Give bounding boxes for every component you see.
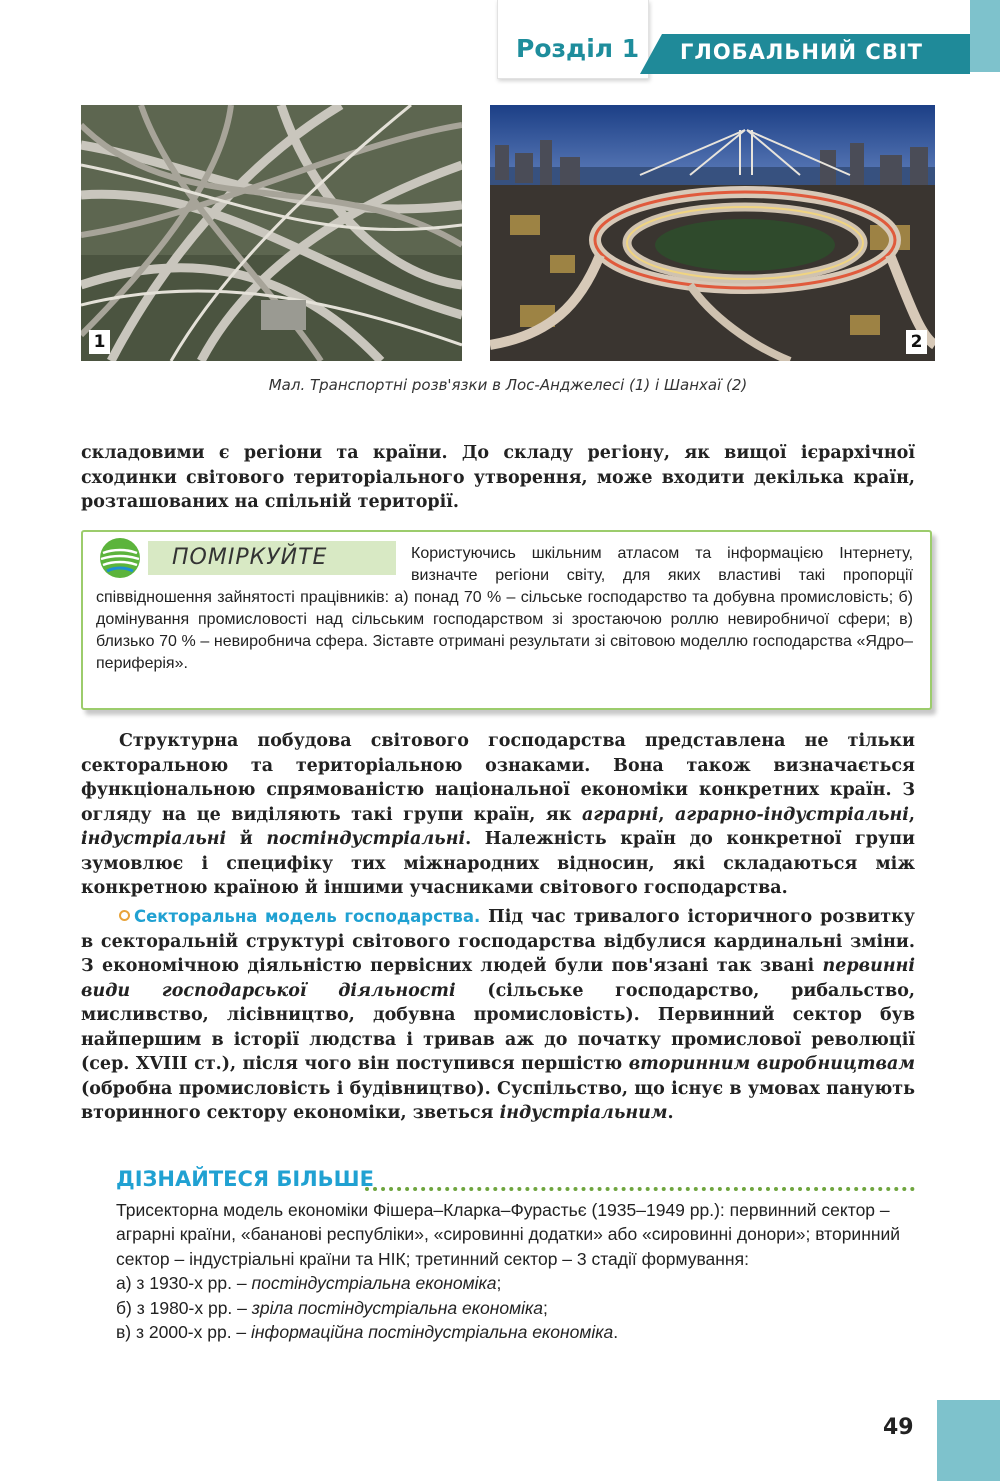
item-suffix: ; bbox=[542, 1297, 548, 1318]
photo-number-1: 1 bbox=[89, 330, 110, 354]
term-agrarian: аграрні bbox=[582, 804, 659, 825]
item-emph: постіндустріальна економіка bbox=[251, 1273, 497, 1294]
learn-more-title: ДІЗНАЙТЕСЯ БІЛЬШЕ bbox=[116, 1167, 374, 1191]
para2-text-4: й bbox=[226, 829, 267, 849]
item-suffix: . bbox=[613, 1322, 619, 1343]
item-emph: зріла постіндустріальна економіка bbox=[251, 1297, 543, 1318]
item-suffix: ; bbox=[496, 1273, 502, 1294]
item-prefix: в) з 2000-х рр. – bbox=[116, 1322, 252, 1343]
learn-more-item bbox=[116, 1296, 916, 1320]
page-edge-tab bbox=[937, 1400, 1000, 1481]
term-industrial: індустріальні bbox=[81, 829, 227, 849]
section-label: Розділ 1 bbox=[516, 34, 640, 63]
term-agrarian-industrial: аграрно-індустріальні bbox=[675, 804, 909, 825]
intro-paragraph bbox=[81, 441, 915, 515]
item-prefix: б) з 1980-х рр. – bbox=[116, 1297, 252, 1318]
think-text-block bbox=[96, 543, 913, 675]
photo-los-angeles-interchange bbox=[81, 105, 462, 361]
figure-caption: Мал. Транспортні розв'язки в Лос-Анджелесі (1) і Шанхаї (2) bbox=[268, 376, 748, 394]
para3-text-2: (сільське господарство, рибальство, мисливство, лісівництво, добувна промисловість). Первинний сектор був найпершим в історії людства і тривав аж до початку промислової революції (сер. XVIII ст.), після чого він поступився першістю bbox=[81, 980, 915, 1074]
term-secondary-production: вторинним виробництвам bbox=[628, 1054, 916, 1074]
para2-text-1: Структурна побудова світового господарства представлена не тільки секторальною та територіальною ознаками. Вона також визначається функціональною спрямованістю національної економіки конкретних країн. З огляду на це виділяють такі групи країн, як bbox=[81, 731, 915, 825]
learn-more-text bbox=[116, 1198, 916, 1344]
item-prefix: а) з 1930-х рр. – bbox=[116, 1273, 252, 1294]
chapter-title: ГЛОБАЛЬНИЙ СВІТ bbox=[680, 40, 923, 64]
para2-text-3: , bbox=[908, 804, 915, 825]
think-text: Користуючись шкільним атласом та інформацією Інтернету, визначте регіони світу, для яких властиві такі пропорції співвідношення зайнятості працівників: а) понад 70 % – сільське господарство та добувна промисловість; б) домінування промисловості над сільським господарством зі зростаючою роллю невиробничої сфери; в) близько 70 % – невиробнича сфера. Зіставте отримані результати зі світовою моделлю господарства «Ядро–периферія». bbox=[96, 545, 913, 672]
term-primary-activities: первинні види господарської діяльності bbox=[81, 956, 915, 1001]
structure-paragraph bbox=[81, 729, 915, 901]
para3-text-4: . bbox=[667, 1103, 674, 1123]
sector-model-paragraph bbox=[81, 905, 915, 1126]
think-label: ПОМІРКУЙТЕ bbox=[172, 545, 328, 570]
para3-text-1: Під час тривалого історичного розвитку в секторальній структурі світового господарства відбулися кардинальні зміни. З економічною діяльністю первісних людей були пов'язані так звані bbox=[81, 907, 915, 976]
photo-number-2: 2 bbox=[906, 330, 927, 354]
learn-more-item bbox=[116, 1320, 916, 1344]
para3-text-3: (обробна промисловість і будівництво). Суспільство, що існує в умовах панують вторинного сектору економіки, зветься bbox=[81, 1078, 915, 1123]
intro-text: складовими є регіони та країни. До складу регіону, як вищої ієрархічної сходинки світового територіального утворення, може входити декілька країн, розташованих на спільній території. bbox=[81, 443, 915, 512]
bullet-icon bbox=[119, 910, 130, 921]
header-edge-tab bbox=[970, 0, 1000, 72]
sector-model-subhead: Секторальна модель господарства. bbox=[134, 907, 481, 926]
para2-text-5: . Належність країн до конкретної групи зумовлює і специфіку тих міжнародних відносин, які складаються між конкретною країною й іншими учасниками світового господарства. bbox=[81, 829, 915, 898]
item-emph: інформаційна постіндустріальна економіка bbox=[251, 1322, 614, 1343]
learn-more-intro: Трисекторна модель економіки Фішера–Кларка–Фурастьє (1935–1949 рр.): первинний сектор – аграрні країни, «бананові республіки», «сировинні додатки» або «сировинні донори»; вторинний сектор – індустріальні країни та НІК; третинний сектор – 3 стадії формування: bbox=[116, 1200, 901, 1269]
photo-shanghai-interchange bbox=[490, 105, 935, 361]
learn-more-dotted-rule bbox=[365, 1187, 915, 1191]
term-postindustrial: постіндустріальні bbox=[266, 829, 466, 849]
para2-text-2: , bbox=[658, 804, 676, 825]
learn-more-item bbox=[116, 1271, 916, 1295]
term-industrial-society: індустріальним bbox=[499, 1103, 668, 1123]
page-number: 49 bbox=[883, 1415, 914, 1440]
